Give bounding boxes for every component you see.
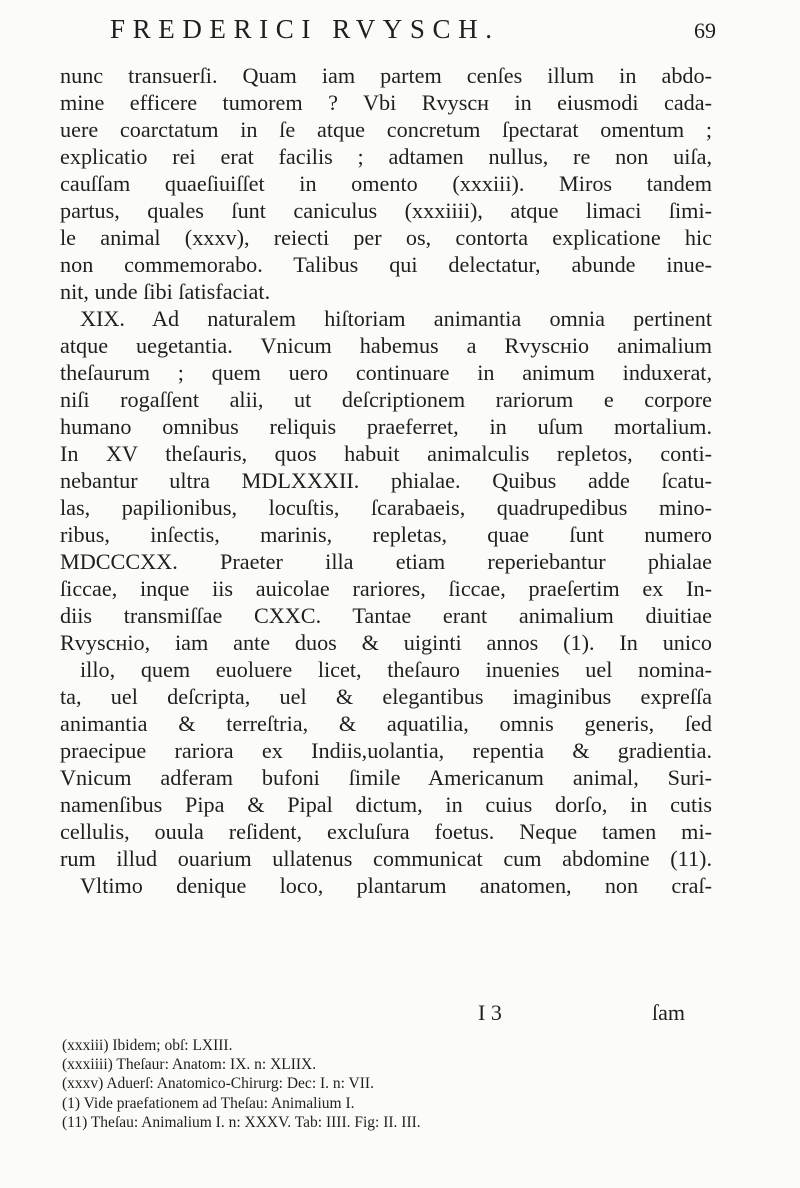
text-line: Rvyscнio, iam ante duos & uiginti annos (1). In unico [60, 630, 712, 655]
signature-mark: I 3 [478, 1000, 502, 1025]
text-line: explicatio rei erat facilis ; adtamen nullus, re non uiſa, [60, 144, 712, 169]
footnote: (xxxv) Aduerſ: Anatomico-Chirurg: Dec: I. n: VII. [62, 1075, 374, 1093]
text-line: Vltimo denique loco, plantarum anatomen, non craſ- [80, 873, 712, 898]
text-line: humano omnibus reliquis praeferret, in uſum mortalium. [60, 414, 712, 439]
text-line: animantia & terreſtria, & aquatilia, omnis generis, ſed [60, 711, 712, 736]
text-line: non commemorabo. Talibus qui delectatur, abunde inue- [60, 252, 712, 277]
text-line: namenſibus Pipa & Pipal dictum, in cuius dorſo, in cutis [60, 792, 712, 817]
text-line: cauſſam quaeſiuiſſet in omento (xxxiii). Miros tandem [60, 171, 712, 196]
text-line: In XV theſauris, quos habuit animalculis repletos, conti- [60, 441, 712, 466]
text-line: praecipue rariora ex Indiis,uolantia, repentia & gradientia. [60, 738, 712, 763]
text-line: MDCCCXX. Praeter illa etiam reperiebantur phialae [60, 549, 712, 574]
text-line: diis transmiſſae CXXC. Tantae erant animalium diuitiae [60, 603, 712, 628]
section-heading-line: XIX. Ad naturalem hiſtoriam animantia omnia pertinent [80, 306, 712, 331]
text-line: mine efficere tumorem ? Vbi Rvyscн in eiusmodi cada- [60, 90, 712, 115]
catchword: ſam [652, 1000, 685, 1025]
running-head-title: FREDERICI RVYSCH. [110, 14, 500, 44]
text-line: illo, quem euoluere licet, theſauro inuenies uel nomina- [80, 657, 712, 682]
footnote: (11) Theſau: Animalium I. n: XXXV. Tab: IIII. Fig: II. III. [62, 1113, 421, 1131]
text-line: le animal (xxxv), reiecti per os, contorta explicatione hic [60, 225, 712, 250]
text-line: nebantur ultra MDLXXXII. phialae. Quibus adde ſcatu- [60, 468, 712, 493]
text-line: theſaurum ; quem uero continuare in animum induxerat, [60, 360, 712, 385]
footnotes [62, 1036, 722, 1132]
text-line: ribus, inſectis, marinis, repletas, quae ſunt numero [60, 522, 712, 547]
text-line: atque uegetantia. Vnicum habemus a Rvyscнio animalium [60, 333, 712, 358]
text-line: niſi rogaſſent alii, ut deſcriptionem rariorum e corpore [60, 387, 712, 412]
body-text [60, 62, 712, 899]
text-line: Vnicum adferam bufoni ſimile Americanum animal, Suri- [60, 765, 712, 790]
running-head [0, 14, 800, 54]
text-line: nunc transuerſi. Quam iam partem cenſes illum in abdo- [60, 63, 712, 88]
footnote: (1) Vide praefationem ad Theſau: Animalium I. [62, 1094, 355, 1112]
page-number: 69 [694, 18, 716, 43]
footnote: (xxxiiii) Theſaur: Anatom: IX. n: XLIIX. [62, 1056, 317, 1074]
text-line: partus, quales ſunt caniculus (xxxiiii), atque limaci ſimi- [60, 198, 712, 223]
text-line: rum illud ouarium ullatenus communicat cum abdomine (11). [60, 846, 712, 871]
text-line: ſiccae, inque iis auicolae rariores, ſiccae, praeſertim ex In- [60, 576, 712, 601]
text-line: ta, uel deſcripta, uel & elegantibus imaginibus expreſſa [60, 684, 712, 709]
text-line: las, papilionibus, locuſtis, ſcarabaeis, quadrupedibus mino- [60, 495, 712, 520]
text-line: cellulis, ouula reſident, excluſura foetus. Neque tamen mi- [60, 819, 712, 844]
text-line: uere coarctatum in ſe atque concretum ſpectarat omentum ; [60, 117, 712, 142]
footnote: (xxxiii) Ibidem; obſ: LXIII. [62, 1037, 233, 1054]
text-line: nit, unde ſibi ſatisfaciat. [60, 279, 271, 304]
